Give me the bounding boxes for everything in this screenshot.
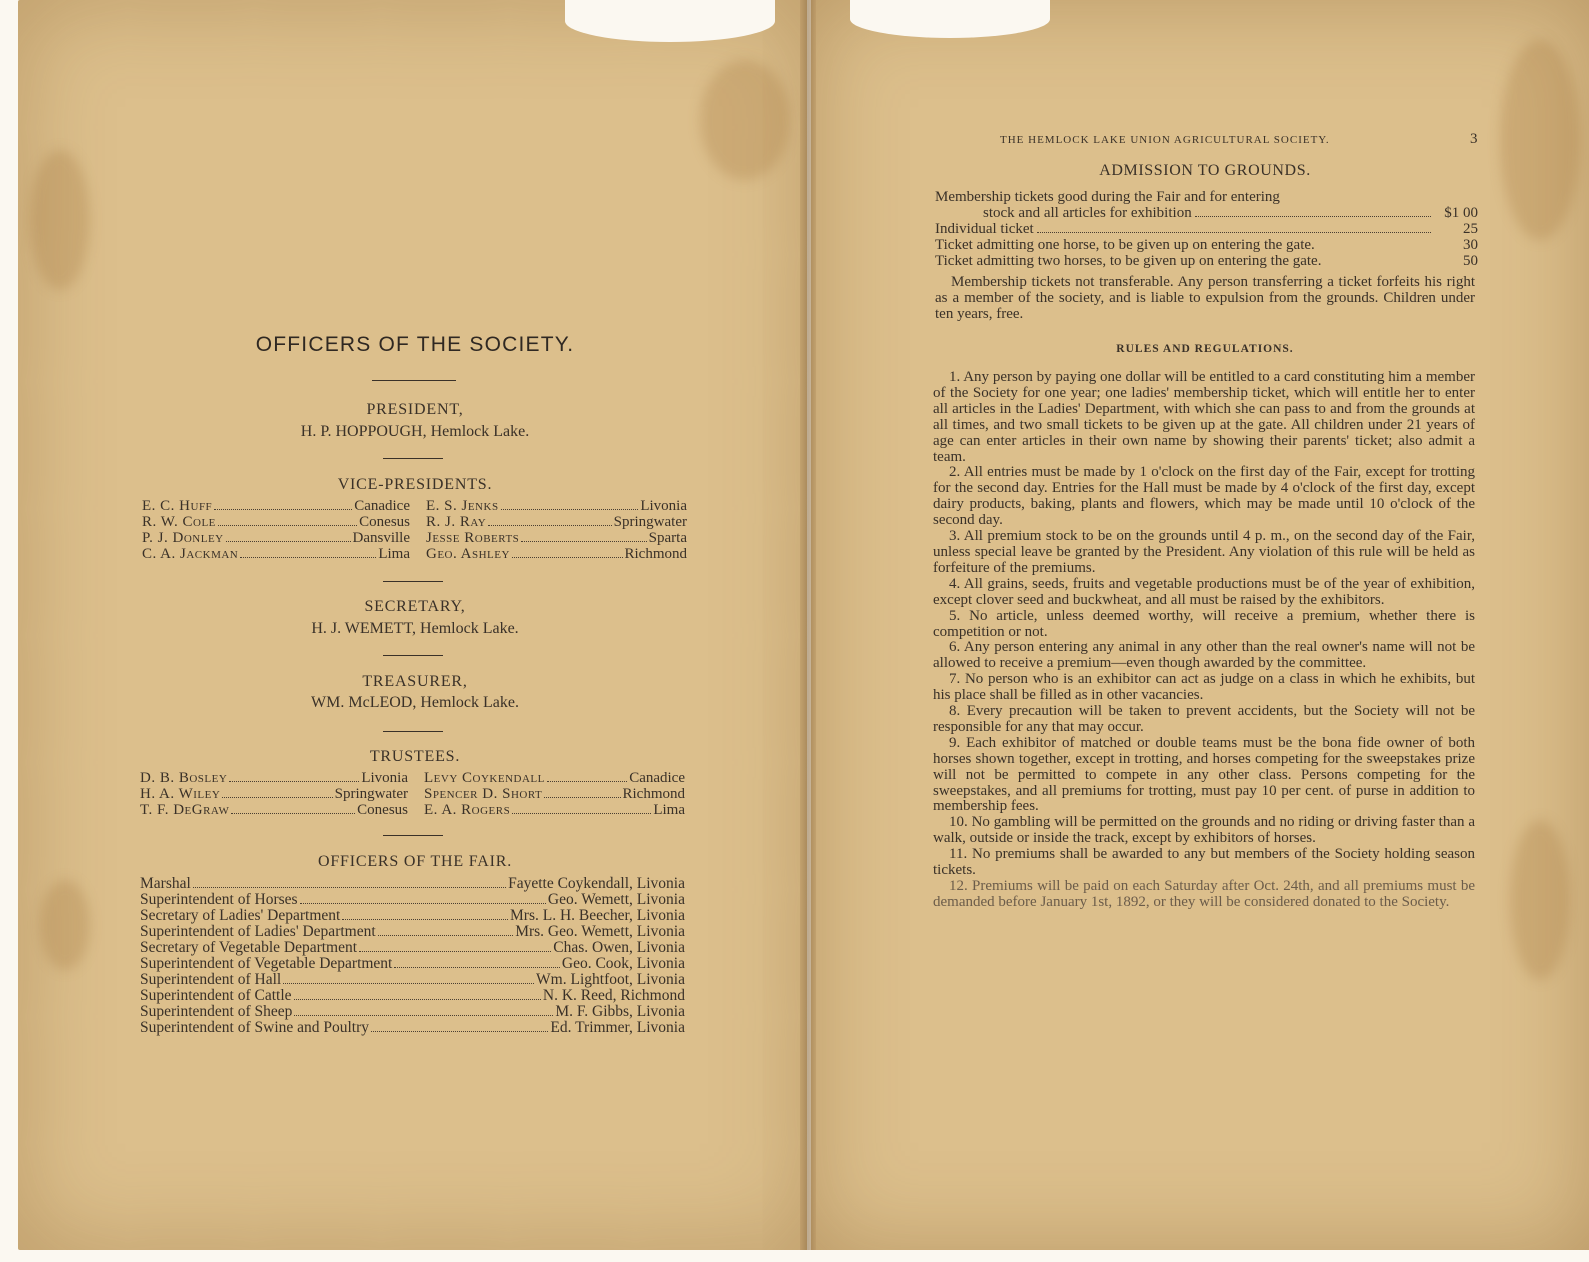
officer-name: H. A. Wiley <box>140 786 221 802</box>
list-item <box>140 876 685 892</box>
page-number: 3 <box>1470 131 1478 147</box>
list-item <box>140 988 685 1004</box>
divider <box>383 655 443 656</box>
rules-heading: RULES AND REGULATIONS. <box>1116 343 1294 355</box>
officer-place: Canadice <box>629 770 685 786</box>
list-item <box>935 253 1478 269</box>
list-item <box>140 802 685 818</box>
officer-place: Richmond <box>622 786 685 802</box>
list-item <box>935 189 1478 205</box>
admission-text: Ticket admitting two horses, to be given up on entering the gate. <box>935 253 1322 269</box>
rule-item: 12. Premiums will be paid on each Saturday after Oct. 24th, and all premiums must be demanded before January 1st, 1892, or they will be considered donated to the Society. <box>933 878 1475 910</box>
list-item <box>140 972 685 988</box>
vice-presidents-list <box>142 498 687 562</box>
rule-item: 7. No person who is an exhibitor can act as judge on a class in which he exhibits, but his place shall be filled as in other vacancies. <box>933 671 1475 704</box>
secretary-name: H. J. WEMETT, Hemlock Lake. <box>311 620 519 637</box>
trustees-heading: TRUSTEES. <box>369 748 461 765</box>
rule-item: 2. All entries must be made by 1 o'clock on the first day of the Fair, except for trotting for the second day. Entries for the Hall must be made by 4 o'clock of the first day, except dairy products, baking, plants and flowers, which may be made until 10 o'clock of the second day. <box>933 464 1475 529</box>
admission-text: Ticket admitting one horse, to be given up on entering the gate. <box>935 237 1315 253</box>
admission-price: 30 <box>1463 237 1478 253</box>
role: Superintendent of Hall <box>140 971 282 988</box>
holder: Wm. Lightfoot, Livonia <box>536 971 685 988</box>
officer-place: Lima <box>653 802 685 818</box>
role: Marshal <box>140 875 191 892</box>
list-item <box>140 924 685 940</box>
holder: Ed. Trimmer, Livonia <box>550 1019 685 1036</box>
list-item <box>140 956 685 972</box>
fair-officers-list <box>140 876 685 1036</box>
paper-stain <box>40 880 90 970</box>
holder: N. K. Reed, Richmond <box>542 987 685 1004</box>
admission-price: 25 <box>1463 221 1478 237</box>
rule-item: 8. Every precaution will be taken to prevent accidents, but the Society will not be responsible for any that may occur. <box>933 703 1475 735</box>
vice-presidents-heading: VICE-PRESIDENTS. <box>337 476 493 493</box>
paper-stain <box>30 150 90 290</box>
holder: Mrs. Geo. Wemett, Livonia <box>515 923 685 940</box>
secretary-heading: SECRETARY, <box>364 598 466 615</box>
list-item <box>142 530 687 546</box>
divider <box>383 458 443 459</box>
torn-edge <box>850 0 1050 38</box>
treasurer-heading: TREASURER, <box>362 673 468 690</box>
admission-price: $1 00 <box>1444 205 1478 221</box>
list-item <box>142 498 687 514</box>
admission-text: stock and all articles for exhibition <box>983 205 1192 221</box>
paper-stain <box>1510 820 1570 980</box>
officer-place: Canadice <box>354 498 410 514</box>
admission-note: Membership tickets not transferable. Any person transferring a ticket forfeits his right as a member of the society, and is liable to expulsion from the grounds. Children under ten years, free. <box>935 274 1475 322</box>
list-item <box>140 1004 685 1020</box>
admission-list <box>935 189 1478 269</box>
rule-item: 5. No article, unless deemed worthy, will receive a premium, whether there is competition or not. <box>933 607 1475 640</box>
list-item <box>140 770 685 786</box>
holder: Geo. Wemett, Livonia <box>547 891 685 908</box>
list-item <box>140 908 685 924</box>
rule-item: 11. No premiums shall be awarded to any but members of the Society holding season tickets. <box>933 846 1475 879</box>
list-item <box>935 221 1478 237</box>
treasurer-name: WM. McLEOD, Hemlock Lake. <box>311 694 519 711</box>
officer-name: T. F. DeGraw <box>140 802 230 818</box>
list-item <box>140 892 685 908</box>
officer-name: D. B. Bosley <box>140 770 228 786</box>
officer-place: Sparta <box>648 530 687 546</box>
role: Superintendent of Horses <box>140 891 298 908</box>
list-item <box>140 786 685 802</box>
officer-name: E. S. Jenks <box>426 498 499 514</box>
role: Secretary of Ladies' Department <box>140 907 341 924</box>
rule-item: 4. All grains, seeds, fruits and vegetable productions must be of the year of exhibition, except clover seed and buckwheat, and all must be raised by the exhibitors. <box>933 575 1475 608</box>
rules-list <box>933 370 1475 911</box>
officer-place: Lima <box>378 546 410 562</box>
holder: Mrs. L. H. Beecher, Livonia <box>510 907 685 924</box>
rule-item: 6. Any person entering any animal in any other than the real owner's name will not be allowed to receive a premium—even though awarded by the committee. <box>933 639 1475 672</box>
officer-place: Livonia <box>640 498 687 514</box>
list-item <box>142 546 687 562</box>
rule-item: 9. Each exhibitor of matched or double teams must be the bona fide owner of both horses shown together, except in trotting, and horses competing for the sweepstakes prize will not be permitted to compete in any other class. Persons competing for the sweepstakes, and all premiums for trotting, must pay 10 per cent. of purse in addition to membership fees. <box>933 734 1475 815</box>
rule-item: 10. No gambling will be permitted on the grounds and no riding or driving faster than a walk, outside or inside the track, except by exhibitors of horses. <box>933 814 1475 847</box>
divider <box>372 380 456 381</box>
officer-name: E. C. Huff <box>142 498 213 514</box>
divider <box>383 581 443 582</box>
officer-place: Springwater <box>334 786 408 802</box>
holder: Geo. Cook, Livonia <box>561 955 685 972</box>
holder: Chas. Owen, Livonia <box>553 939 685 956</box>
officer-place: Richmond <box>624 546 687 562</box>
holder: M. F. Gibbs, Livonia <box>555 1003 685 1020</box>
fair-officers-heading: OFFICERS OF THE FAIR. <box>317 853 513 870</box>
role: Superintendent of Ladies' Department <box>140 923 376 940</box>
admission-heading: ADMISSION TO GROUNDS. <box>1099 162 1311 179</box>
admission-price: 50 <box>1463 253 1478 269</box>
admission-text: Membership tickets good during the Fair and for entering <box>935 189 1280 205</box>
list-item <box>935 205 1478 221</box>
running-head: THE HEMLOCK LAKE UNION AGRICULTURAL SOCIETY. <box>1000 134 1330 146</box>
president-heading: PRESIDENT, <box>366 401 464 418</box>
holder: Fayette Coykendall, Livonia <box>508 875 685 892</box>
officer-name: Geo. Ashley <box>426 546 510 562</box>
officer-place: Livonia <box>361 770 408 786</box>
list-item <box>140 940 685 956</box>
officer-name: P. J. Donley <box>142 530 224 546</box>
role: Secretary of Vegetable Department <box>140 939 358 956</box>
officer-name: E. A. Rogers <box>424 802 511 818</box>
officer-name: R. W. Cole <box>142 514 216 530</box>
paper-stain <box>700 60 790 180</box>
officer-name: Levy Coykendall <box>424 770 545 786</box>
officer-place: Conesus <box>357 802 408 818</box>
admission-text: Individual ticket <box>935 221 1034 237</box>
president-name: H. P. HOPPOUGH, Hemlock Lake. <box>300 423 530 440</box>
officer-name: Spencer D. Short <box>424 786 543 802</box>
rule-item: 3. All premium stock to be on the grounds until 4 p. m., on the second day of the Fair, unless special leave be granted by the President. Any violation of this rule will be held as forfeiture of the premiums. <box>933 528 1475 576</box>
list-item <box>935 237 1478 253</box>
rule-item: 1. Any person by paying one dollar will be entitled to a card constituting him a member of the Society for one year; one ladies' membership ticket, which will entitle her to enter all articles in the Ladies' Department, with which she can pass to and from the grounds at all times, and two small tickets to be given up at the gate. All children under 21 years of age can enter articles in their own name by showing their parents' ticket; also admit a team. <box>933 369 1475 465</box>
page-title: OFFICERS OF THE SOCIETY. <box>255 333 575 356</box>
role: Superintendent of Swine and Poultry <box>140 1019 370 1036</box>
role: Superintendent of Vegetable Department <box>140 955 393 972</box>
officer-name: C. A. Jackman <box>142 546 239 562</box>
role: Superintendent of Cattle <box>140 987 292 1004</box>
officer-name: R. J. Ray <box>426 514 487 530</box>
officer-name: Jesse Roberts <box>426 530 520 546</box>
divider <box>383 731 443 732</box>
officer-place: Springwater <box>613 514 687 530</box>
torn-edge <box>565 0 775 42</box>
role: Superintendent of Sheep <box>140 1003 293 1020</box>
officer-place: Conesus <box>359 514 410 530</box>
officer-place: Dansville <box>352 530 410 546</box>
list-item <box>142 514 687 530</box>
list-item <box>140 1020 685 1036</box>
divider <box>383 835 443 836</box>
trustees-list <box>140 770 685 818</box>
paper-stain <box>1500 40 1580 240</box>
